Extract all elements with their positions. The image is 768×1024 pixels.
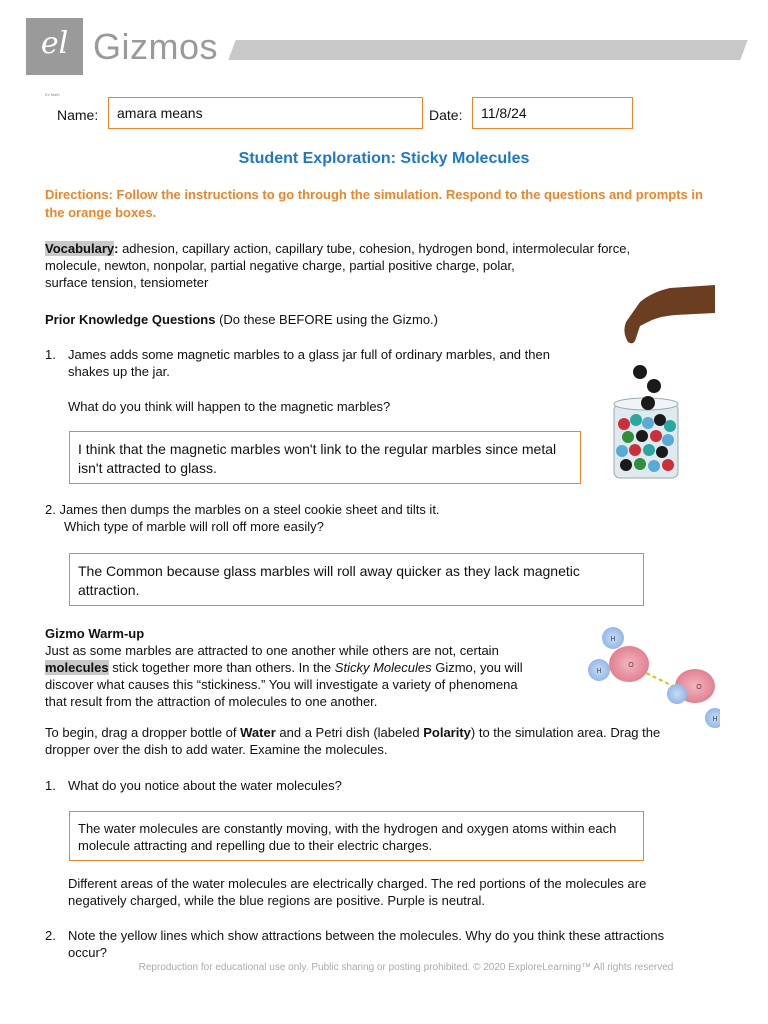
name-label: Name:: [57, 107, 99, 123]
svg-text:H: H: [712, 716, 718, 723]
molecules-term: molecules: [45, 660, 109, 675]
directions-text: Directions: Follow the instructions to go through the simulation. Respond to the questions and prompts in the orange boxes.: [45, 187, 703, 220]
vocabulary-block: Vocabulary: adhesion, capillary action, capillary tube, cohesion, hydrogen bond, intermolecular force, molecule, newton, nonpolar, partial negative charge, partial positive charge, polar, surface tension, tensiometer: [45, 241, 631, 290]
vocabulary-label: Vocabulary: [45, 241, 115, 256]
answer-box-3[interactable]: The water molecules are constantly moving, with the hydrogen and oxygen atoms within each molecule attracting and repelling due to their electric charges.: [69, 811, 644, 861]
gizmos-logo: el: [26, 18, 83, 75]
footer-copyright: Reproduction for educational use only. Public sharing or posting prohibited. © 2020 ExploreLearning™ All rights reserved: [138, 962, 674, 973]
svg-text:H: H: [610, 636, 616, 643]
q1-subquestion: What do you think will happen to the magnetic marbles?: [68, 399, 391, 414]
svg-text:O: O: [628, 662, 634, 669]
begin-instructions: To begin, drag a dropper bottle of Water and a Petri dish (labeled Polarity) to the simulation area. Drag the dropper over the dish to add water. Examine the molecules.: [45, 725, 661, 757]
date-label: Date:: [429, 107, 463, 123]
warmup-block: Gizmo Warm-up Just as some marbles are attracted to one another while others are not, certain molecules stick together more than others. In the Sticky Molecules Gizmo, you will discover what causes this “stickiness.” You will investigate a variety of phenomena that result from the attraction of molecules to one another.: [45, 626, 523, 709]
q1-number: 1.: [45, 347, 56, 362]
svg-text:H: H: [596, 668, 602, 675]
warmup-q2-number: 2.: [45, 928, 56, 943]
hand-icon: [624, 285, 715, 343]
header-bar: [228, 40, 747, 60]
water-molecule-2: [667, 669, 720, 728]
falling-marble: [647, 379, 661, 393]
prior-knowledge-heading: Prior Knowledge Questions (Do these BEFORE using the Gizmo.): [45, 312, 438, 327]
q1-text: James adds some magnetic marbles to a glass jar full of ordinary marbles, and then shakes up the jar.: [68, 347, 550, 379]
warmup-q1-number: 1.: [45, 778, 56, 793]
tiny-header-text: Ex Math: [45, 92, 60, 97]
page-title: Student Exploration: Sticky Molecules: [238, 150, 530, 167]
warmup-q2-text: Note the yellow lines which show attractions between the molecules. Why do you think these attractions occur?: [68, 928, 665, 960]
q2-text: 2. James then dumps the marbles on a steel cookie sheet and tilts it. Which type of marble will roll off more easily?: [45, 502, 440, 534]
water-molecule-1: [588, 627, 649, 682]
marble-jar-illustration: [600, 280, 720, 485]
answer-box-2[interactable]: The Common because glass marbles will roll away quicker as they lack magnetic attraction.: [69, 553, 644, 606]
warmup-q1-text: What do you notice about the water molecules?: [68, 778, 342, 793]
water-molecules-illustration: [585, 622, 720, 732]
svg-text:O: O: [696, 684, 702, 691]
name-field[interactable]: amara means: [108, 97, 423, 129]
falling-marble: [633, 365, 647, 379]
charge-info: Different areas of the water molecules are electrically charged. The red portions of the molecules are negatively charged, while the blue regions are positive. Purple is neutral.: [68, 876, 647, 908]
answer-box-1[interactable]: I think that the magnetic marbles won't link to the regular marbles since metal isn't attracted to glass.: [69, 431, 581, 484]
brand-name: Gizmos: [93, 26, 219, 67]
date-field[interactable]: 11/8/24: [472, 97, 633, 129]
